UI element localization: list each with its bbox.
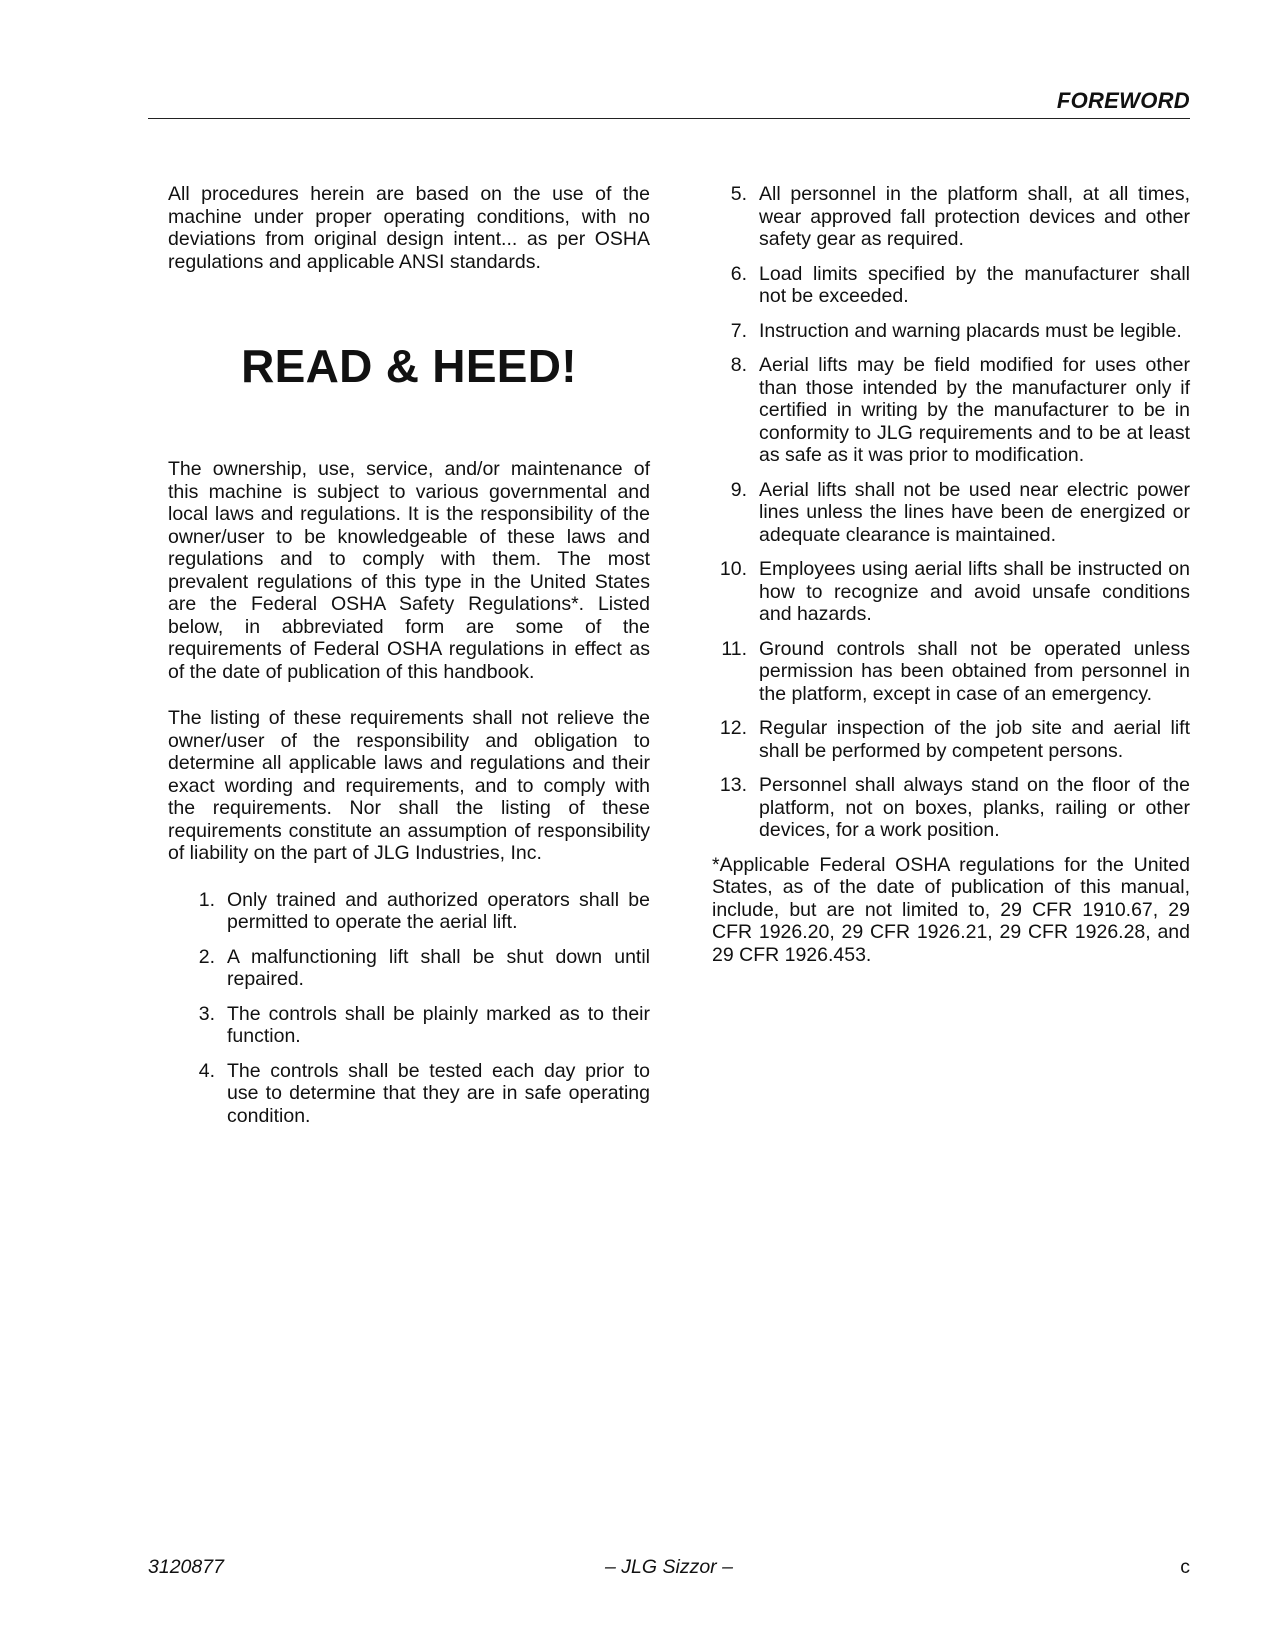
list-item-number: 3. xyxy=(198,1002,215,1025)
list-item xyxy=(180,889,650,934)
list-item xyxy=(180,946,650,991)
list-item-text: A malfunctioning lift shall be shut down until repaired. xyxy=(227,945,650,990)
page-number: c xyxy=(1180,1556,1190,1578)
list-item-number: 10. xyxy=(719,558,747,580)
list-item-text: All personnel in the platform shall, at all times, wear approved fall protection devices and other safety gear as required. xyxy=(759,183,1190,250)
list-item-text: Ground controls shall not be operated unless permission has been obtained from personnel in the platform, except in case of an emergency. xyxy=(759,637,1190,705)
list-item-number: 9. xyxy=(730,478,747,501)
list-item xyxy=(712,558,1190,626)
list-item-number: 2. xyxy=(198,945,215,968)
intro-paragraph: All procedures herein are based on the use of the machine under proper operating conditions, with no deviations from original design intent... as per OSHA regulations and applicable ANSI standards. xyxy=(168,183,650,273)
list-item-text: Instruction and warning placards must be legible. xyxy=(759,319,1182,342)
read-heed-heading: READ & HEED! xyxy=(241,340,577,392)
list-item xyxy=(712,717,1190,762)
list-item-number: 8. xyxy=(730,354,747,376)
list-item xyxy=(712,320,1190,343)
list-item-text: Aerial lifts shall not be used near electric power lines unless the lines have been de energized or adequate clearance is maintained. xyxy=(759,478,1190,546)
regulations-paragraph: The ownership, use, service, and/or maintenance of this machine is subject to various governmental and local laws and regulations. It is the responsibility of the owner/user to be knowledgeable of these laws and regulations and to comply with them. The most prevalent regulations of this type in the United States are the Federal OSHA Safety Regulations*. Listed below, in abbreviated form are some of the requirements of Federal OSHA regulations in effect as of the date of publication of this handbook. xyxy=(168,458,650,683)
section-title: FOREWORD xyxy=(1056,88,1190,113)
list-item-number: 7. xyxy=(730,319,747,342)
osha-footnote: *Applicable Federal OSHA regulations for the United States, as of the date of publication of this manual, include, but are not limited to, 29 CFR 1910.67, 29 CFR 1926.20, 29 CFR 1926.21, 29 CFR 1926.28, and 29 CFR 1926.453. xyxy=(712,853,1190,966)
list-item-text: Only trained and authorized operators shall be permitted to operate the aerial lift. xyxy=(227,888,650,933)
left-column xyxy=(168,183,650,1139)
list-item xyxy=(712,638,1190,706)
requirements-list-left xyxy=(168,889,650,1128)
header-divider xyxy=(148,118,1190,119)
list-item xyxy=(180,1003,650,1048)
list-item xyxy=(180,1060,650,1128)
list-item-text: Personnel shall always stand on the floor of the platform, not on boxes, planks, railing or other devices, for a work position. xyxy=(759,774,1190,841)
list-item-text: The controls shall be tested each day prior to use to determine that they are in safe operating condition. xyxy=(227,1059,650,1127)
list-item-number: 11. xyxy=(721,637,747,660)
right-column xyxy=(712,183,1190,990)
document-number: 3120877 xyxy=(148,1556,224,1578)
list-item-number: 12. xyxy=(719,717,747,739)
list-item xyxy=(712,774,1190,842)
list-item-number: 13. xyxy=(719,774,747,796)
list-item xyxy=(712,479,1190,547)
list-item-number: 4. xyxy=(198,1059,215,1082)
list-item xyxy=(712,263,1190,308)
list-item-text: Regular inspection of the job site and aerial lift shall be performed by competent persons. xyxy=(759,717,1190,762)
requirements-list-right xyxy=(712,183,1190,842)
list-item-number: 6. xyxy=(730,262,747,285)
list-item-text: The controls shall be plainly marked as to their function. xyxy=(227,1002,650,1047)
list-item-number: 5. xyxy=(730,183,747,205)
list-item xyxy=(712,183,1190,251)
list-item-number: 1. xyxy=(198,888,215,911)
liability-paragraph: The listing of these requirements shall not relieve the owner/user of the responsibility and obligation to determine all applicable laws and regulations and their exact wording and requirements, and to comply with the requirements. Nor shall the listing of these requirements constitute an assumption of responsibility of liability on the part of JLG Industries, Inc. xyxy=(168,707,650,864)
list-item-text: Employees using aerial lifts shall be instructed on how to recognize and avoid unsafe conditions and hazards. xyxy=(759,558,1190,625)
list-item xyxy=(712,354,1190,467)
list-item-text: Aerial lifts may be field modified for uses other than those intended by the manufacturer only if certified in writing by the manufacturer to be in conformity to JLG requirements and to be at least as safe as it was prior to modification. xyxy=(759,354,1190,466)
list-item-text: Load limits specified by the manufacturer shall not be exceeded. xyxy=(759,262,1190,307)
footer-title: – JLG Sizzor – xyxy=(605,1556,733,1578)
